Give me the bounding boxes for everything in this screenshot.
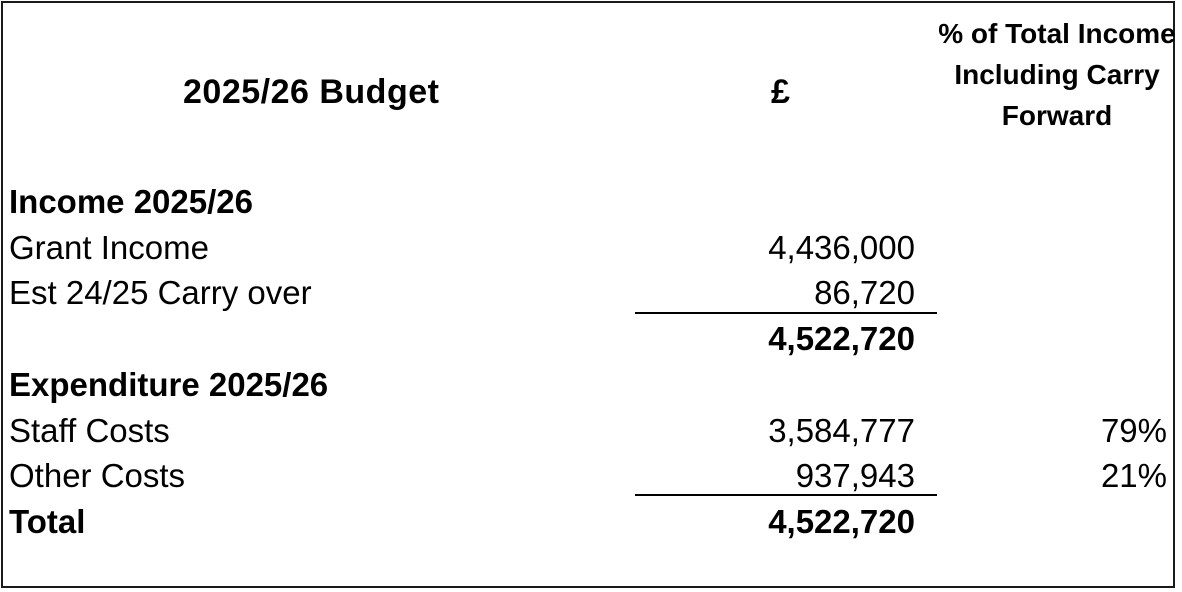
staff-costs-row (3, 408, 1173, 454)
staff-costs-amount: 3,584,777 (768, 412, 915, 449)
budget-title-header: 2025/26 Budget (183, 73, 440, 111)
income-subtotal-row (3, 316, 1173, 362)
income-heading: Income 2025/26 (9, 183, 253, 220)
carry-over-row (3, 270, 1173, 316)
total-row (3, 499, 1173, 545)
expenditure-heading: Expenditure 2025/26 (9, 366, 329, 403)
other-costs-amount: 937,943 (795, 457, 915, 494)
percent-of-income-header: % of Total Income Including Carry Forward (938, 18, 1176, 131)
staff-costs-percent: 79% (1100, 412, 1167, 449)
grant-income-amount: 4,436,000 (768, 229, 915, 266)
total-amount: 4,522,720 (768, 503, 915, 540)
other-costs-row (3, 453, 1173, 499)
income-subtotal-amount: 4,522,720 (768, 320, 915, 357)
staff-costs-label: Staff Costs (9, 412, 170, 449)
expenditure-heading-row (3, 362, 1173, 408)
grant-income-label: Grant Income (9, 229, 209, 266)
expenditure-total-rule (635, 494, 937, 496)
total-label: Total (9, 503, 86, 540)
other-costs-percent: 21% (1100, 457, 1167, 494)
income-heading-row (3, 179, 1173, 225)
carry-over-label: Est 24/25 Carry over (9, 274, 312, 311)
grant-income-row (3, 225, 1173, 271)
income-subtotal-rule (635, 312, 937, 314)
budget-table (1, 1, 1175, 588)
currency-header: £ (771, 73, 790, 111)
other-costs-label: Other Costs (9, 457, 186, 494)
carry-over-amount: 86,720 (814, 274, 915, 311)
